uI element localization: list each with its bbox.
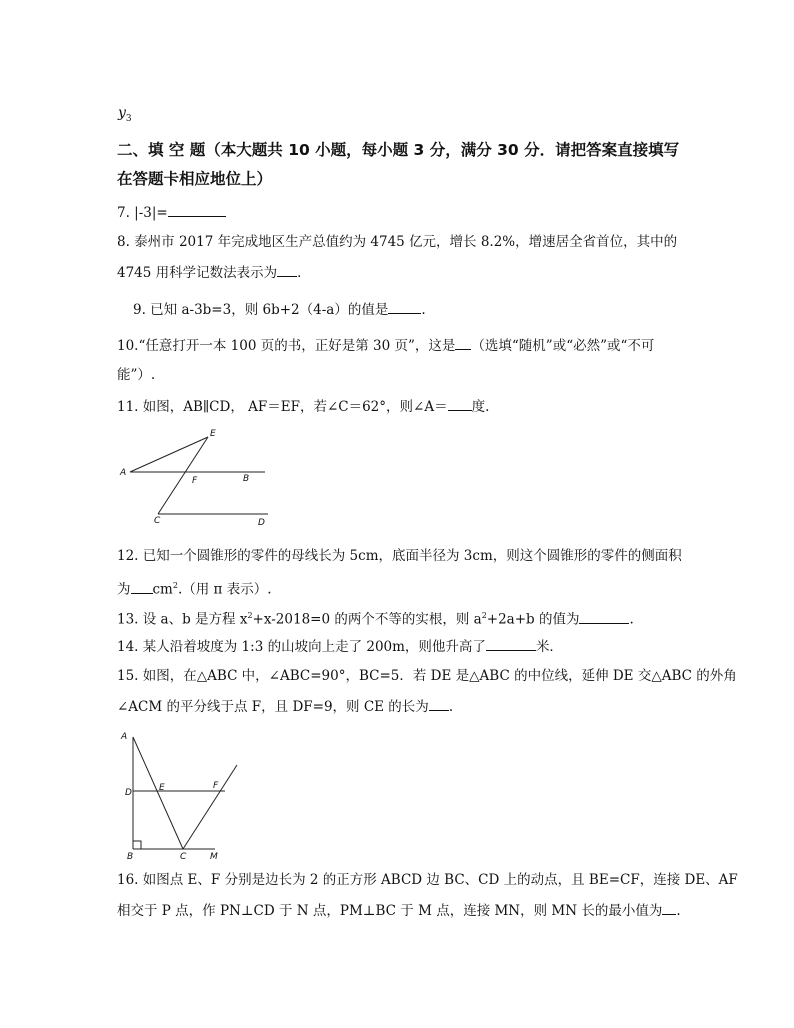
figure-11-parallel-lines [110, 425, 280, 530]
label-E: E [159, 783, 165, 793]
question-9: 9. 已知 a-3b=3，则 6b+2（4-a）的值是 . [133, 299, 426, 320]
answer-blank[interactable] [662, 900, 676, 915]
label-C: C [154, 516, 161, 526]
answer-blank[interactable] [429, 696, 449, 711]
label-A: A [121, 732, 128, 742]
label-D: D [258, 518, 265, 528]
label-F: F [192, 476, 198, 486]
question-8-line1: 8. 泰州市 2017 年完成地区生产总值约为 4745 亿元，增长 8.2%，增速居全省首位，其中的 [117, 234, 678, 250]
label-A: A [120, 468, 127, 478]
label-F: F [213, 781, 219, 791]
section-heading-line2: 在答题卡相应地位上） [117, 170, 273, 188]
answer-blank[interactable] [388, 299, 421, 314]
question-11: 11. 如图，AB∥CD， AF＝EF，若∠C＝62°，则∠A＝ 度. [117, 396, 489, 417]
answer-blank[interactable] [448, 396, 472, 411]
question-13: 13. 设 a、b 是方程 $x^2+x-2018=0$ 的两个不等的实根，则 $a^2+2a+b$ 的值为 . [117, 606, 634, 630]
question-8-line2: 4745 用科学记数法表示为 ． [117, 262, 311, 283]
header-fragment-y3: $y_3$ [118, 105, 132, 124]
answer-blank[interactable] [455, 335, 471, 350]
question-7: 7. |-3|= [117, 202, 226, 223]
label-M: M [210, 852, 218, 862]
question-14: 14. 某人沿着坡度为 1:3 的山坡向上走了 200m，则他升高了 米． [117, 636, 563, 657]
question-12-line1: 12. 已知一个圆锥形的零件的母线长为 5cm，底面半径为 3cm，则这个圆锥形的零件的侧面积 [117, 548, 682, 564]
question-10-line1: 10.“任意打开一本 100 页的书，正好是第 30 页”，这是 （选填“随机”或“必然”或“不可 [117, 335, 654, 356]
question-10-line2: 能”）. [117, 367, 156, 383]
question-16-line2: 相交于 P 点，作 PN⊥CD 于 N 点，PM⊥BC 于 M 点，连接 MN，则 MN 长的最小值为 . [117, 900, 681, 921]
label-C: C [180, 852, 187, 862]
label-E: E [210, 429, 216, 439]
label-B: B [127, 852, 134, 862]
question-16-line1: 16. 如图点 E、F 分别是边长为 2 的正方形 ABCD 边 BC、CD 上的动点，且 BE=CF，连接 DE、AF [117, 872, 738, 888]
answer-blank[interactable] [579, 609, 629, 624]
question-12-line2: 为 $cm^2$.（用 π 表示）. [117, 576, 272, 600]
figure-15-triangle [115, 725, 245, 865]
question-15-line1: 15. 如图，在△ABC 中，∠ABC=90°，BC=5．若 DE 是△ABC 的中位线，延伸 DE 交△ABC 的外角 [117, 668, 737, 684]
question-15-line2: ∠ACM 的平分线于点 F，且 DF=9，则 CE 的长为 . [117, 696, 453, 717]
section-heading-line1: 二、填 空 题（本大题共 10 小题，每小题 3 分，满分 30 分．请把答案直接填写 [117, 141, 680, 159]
answer-blank[interactable] [131, 579, 153, 594]
label-B: B [243, 474, 250, 484]
answer-blank[interactable] [486, 636, 536, 651]
label-D: D [125, 788, 132, 798]
answer-blank[interactable] [168, 202, 226, 217]
answer-blank[interactable] [277, 262, 297, 277]
